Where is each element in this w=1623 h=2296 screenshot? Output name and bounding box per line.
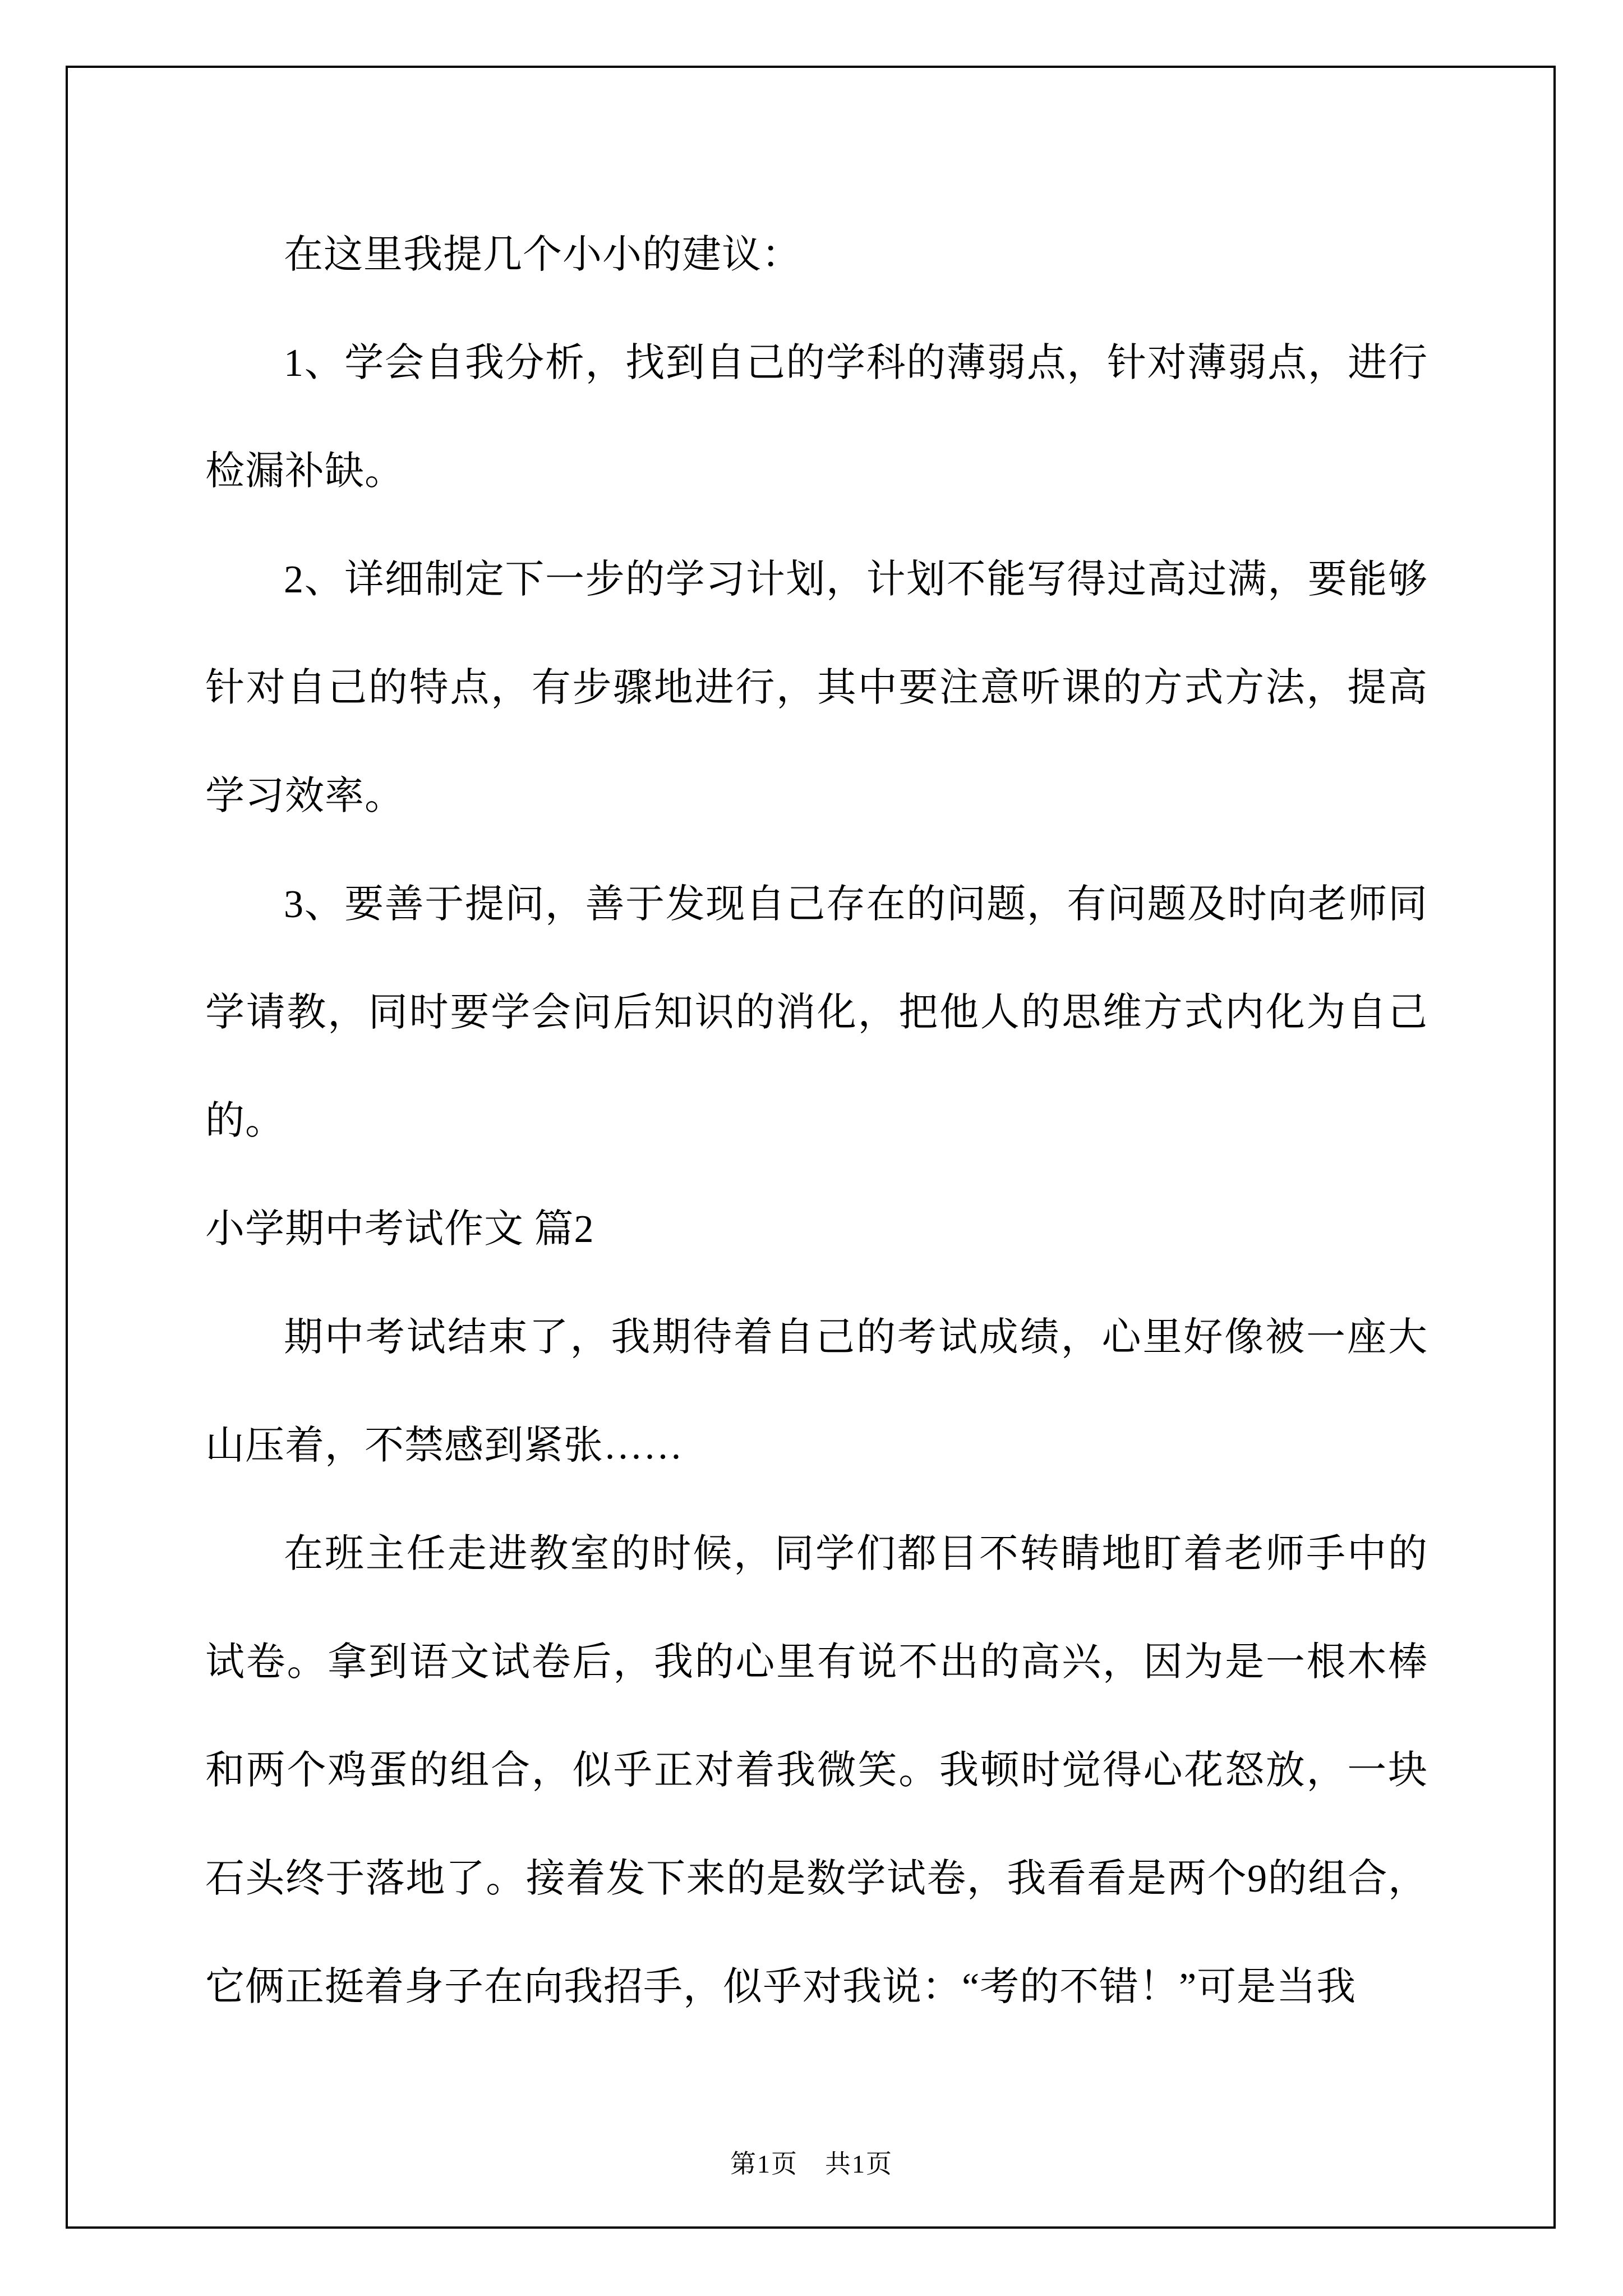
page-number-footer: 第1页 共1页	[730, 2150, 893, 2178]
paragraph: 在班主任走进教室的时候，同学们都目不转睛地盯着老师手中的试卷。拿到语文试卷后，我的心里有说不出的高兴，因为是一根木棒和两个鸡蛋的组合，似乎正对着我微笑。我顿时觉得心花怒放，一块石头终于落地了。接着发下来的是数学试卷，我看看是两个9的组合，它俩正挺着身子在向我招手，似乎对我说：“考的不错！”可是当我	[205, 1533, 1428, 2009]
section-heading: 小学期中考试作文 篇2	[205, 1208, 594, 1251]
paragraph: 3、要善于提问，善于发现自己存在的问题，有问题及时向老师同学请教，同时要学会问后知识的消化，把他人的思维方式内化为自己的。	[205, 883, 1428, 1143]
paragraph: 在这里我提几个小小的建议：	[284, 233, 801, 277]
paragraph: 2、详细制定下一步的学习计划，计划不能写得过高过满，要能够针对自己的特点，有步骤地进行，其中要注意听课的方式方法，提高学习效率。	[205, 558, 1428, 818]
paragraph: 1、学会自我分析，找到自己的学科的薄弱点，针对薄弱点，进行检漏补缺。	[205, 342, 1428, 493]
paragraph: 期中考试结束了，我期待着自己的考试成绩，心里好像被一座大山压着，不禁感到紧张……	[205, 1316, 1428, 1467]
document-body	[205, 201, 1428, 2041]
